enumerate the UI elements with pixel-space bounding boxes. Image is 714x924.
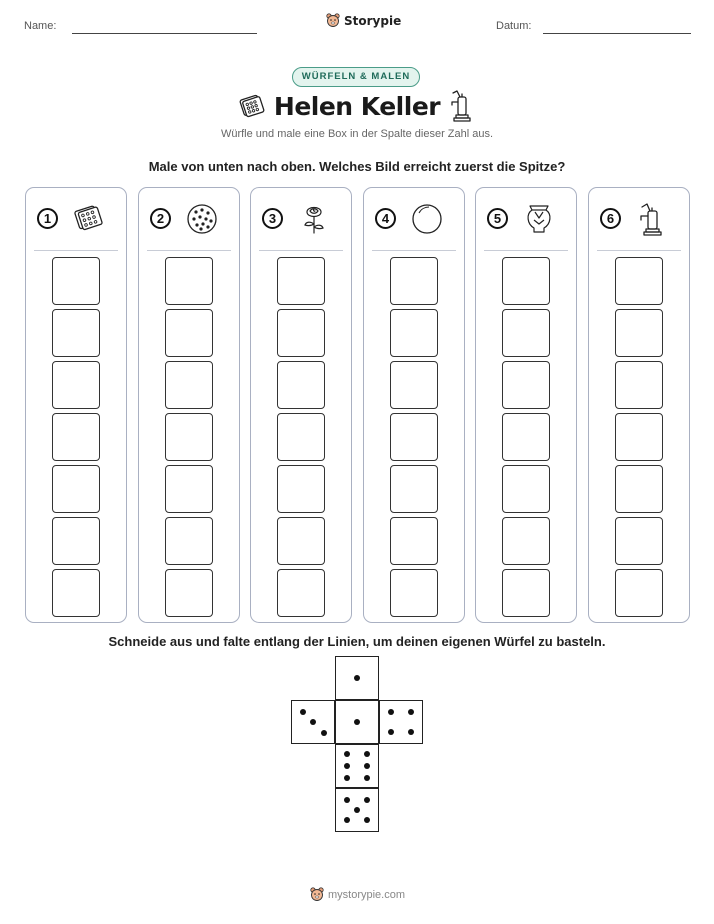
- dice-column-4: [363, 187, 465, 623]
- color-box: [277, 413, 325, 461]
- color-box: [165, 257, 213, 305]
- water-pump-icon: [447, 89, 475, 123]
- dice-pip: [344, 797, 350, 803]
- color-box: [615, 465, 663, 513]
- dice-pip: [344, 763, 350, 769]
- color-box: [52, 309, 100, 357]
- color-box: [615, 309, 663, 357]
- color-box: [502, 257, 550, 305]
- color-box: [52, 361, 100, 409]
- name-line: [72, 33, 257, 34]
- color-box: [390, 413, 438, 461]
- color-box: [52, 465, 100, 513]
- column-divider: [34, 250, 118, 251]
- dice-face-4: [379, 700, 423, 744]
- color-box: [277, 465, 325, 513]
- color-box: [165, 361, 213, 409]
- column-divider: [597, 250, 681, 251]
- color-box: [277, 517, 325, 565]
- dice-pip: [354, 675, 360, 681]
- dice-column-5: [475, 187, 577, 623]
- color-box: [615, 517, 663, 565]
- dice-column-6: [588, 187, 690, 623]
- color-box: [390, 517, 438, 565]
- column-number: 3: [262, 208, 283, 229]
- color-box: [502, 517, 550, 565]
- dice-column-1: [25, 187, 127, 623]
- page-title: Helen Keller: [273, 92, 441, 121]
- instruction-top: Male von unten nach oben. Welches Bild erreicht zuerst die Spitze?: [148, 159, 566, 174]
- color-box: [390, 569, 438, 617]
- color-box: [165, 517, 213, 565]
- column-number: 4: [375, 208, 396, 229]
- color-box: [502, 309, 550, 357]
- dice-face-6: [335, 744, 379, 788]
- dice-pip: [364, 797, 370, 803]
- color-box: [165, 413, 213, 461]
- dice-face-1: [335, 700, 379, 744]
- dice-column-3: [250, 187, 352, 623]
- color-box: [390, 257, 438, 305]
- bear-logo-icon: [310, 887, 324, 903]
- color-box: [502, 361, 550, 409]
- color-box: [502, 569, 550, 617]
- brand-name: Storypie: [344, 14, 402, 28]
- color-box: [165, 569, 213, 617]
- vase-icon: [522, 202, 556, 236]
- color-box: [615, 257, 663, 305]
- dice-pip: [344, 817, 350, 823]
- color-box: [615, 361, 663, 409]
- color-box: [52, 569, 100, 617]
- color-box: [502, 465, 550, 513]
- braille-book-icon: [72, 202, 106, 236]
- dice-pip: [321, 730, 327, 736]
- dice-pip: [310, 719, 316, 725]
- column-divider: [484, 250, 568, 251]
- color-box: [502, 413, 550, 461]
- column-number: 5: [487, 208, 508, 229]
- color-box: [615, 413, 663, 461]
- rose-icon: [297, 202, 331, 236]
- color-box: [390, 309, 438, 357]
- dice-column-2: [138, 187, 240, 623]
- ball-icon: [410, 202, 444, 236]
- column-divider: [147, 250, 231, 251]
- color-box: [52, 257, 100, 305]
- color-box: [615, 569, 663, 617]
- dice-pip: [354, 719, 360, 725]
- bear-logo-icon: [326, 13, 340, 29]
- dice-face-5: [335, 788, 379, 832]
- dice-pip: [354, 807, 360, 813]
- column-number: 2: [150, 208, 171, 229]
- color-box: [52, 413, 100, 461]
- dice-pip: [408, 709, 414, 715]
- dice-pip: [300, 709, 306, 715]
- color-box: [390, 361, 438, 409]
- column-number: 6: [600, 208, 621, 229]
- color-box: [165, 309, 213, 357]
- braille-dots-icon: [185, 202, 219, 236]
- color-box: [390, 465, 438, 513]
- color-box: [277, 309, 325, 357]
- column-divider: [372, 250, 456, 251]
- color-box: [277, 569, 325, 617]
- footer-url: mystorypie.com: [328, 889, 406, 901]
- dice-pip: [364, 751, 370, 757]
- subtitle: Würfle und male eine Box in der Spalte dieser Zahl aus.: [220, 128, 494, 140]
- dice-pip: [408, 729, 414, 735]
- dice-pip: [344, 775, 350, 781]
- brand-logo: [326, 13, 401, 29]
- instruction-bottom: Schneide aus und falte entlang der Linien, um deinen eigenen Würfel zu basteln.: [108, 634, 606, 649]
- activity-badge: WÜRFELN & MALEN: [292, 67, 420, 87]
- color-box: [277, 361, 325, 409]
- dice-face-3: [291, 700, 335, 744]
- name-label: Name:: [24, 20, 57, 32]
- date-line: [543, 33, 691, 34]
- dice-pip: [364, 763, 370, 769]
- date-label: Datum:: [496, 20, 532, 32]
- footer: [310, 887, 405, 903]
- dice-pip: [344, 751, 350, 757]
- column-number: 1: [37, 208, 58, 229]
- color-box: [277, 257, 325, 305]
- dice-pip: [364, 775, 370, 781]
- color-box: [165, 465, 213, 513]
- dice-pip: [388, 709, 394, 715]
- dice-pip: [388, 729, 394, 735]
- column-divider: [259, 250, 343, 251]
- color-box: [52, 517, 100, 565]
- dice-face-1: [335, 656, 379, 700]
- water-pump-icon: [635, 202, 669, 236]
- dice-pip: [364, 817, 370, 823]
